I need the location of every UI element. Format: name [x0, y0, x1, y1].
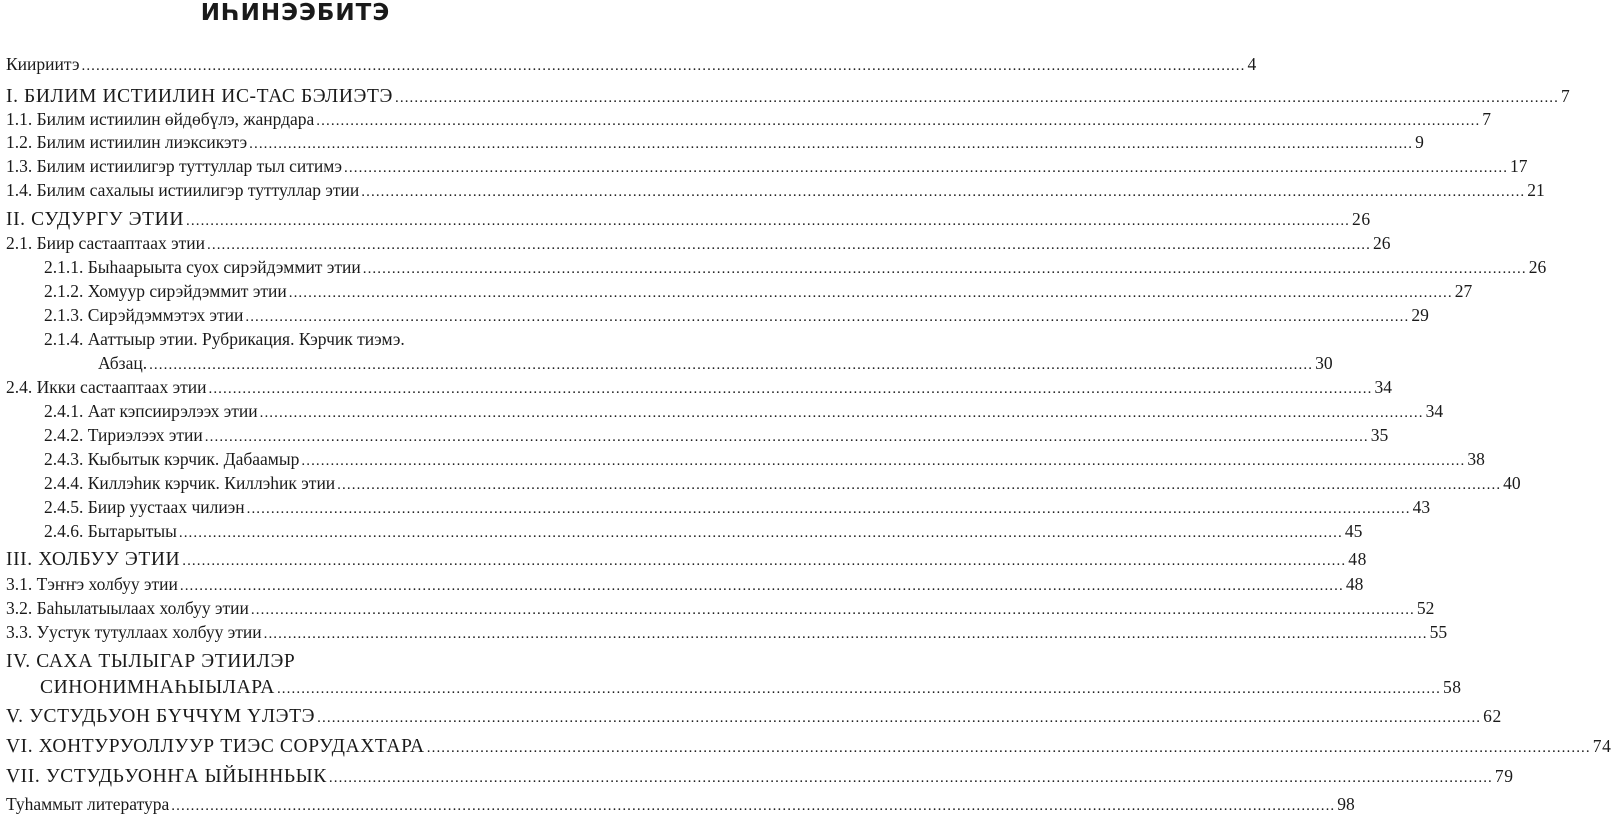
toc-entry-page: 26 — [1373, 233, 1391, 253]
dot-leader: ................................................................................................................................................................................................................................................ — [337, 477, 1502, 493]
dot-leader: ................................................................................................................................................................................................................................................ — [276, 681, 1441, 697]
toc-entry-2-4-2 — [44, 424, 1389, 446]
toc-entry-page: 26 — [1528, 257, 1547, 277]
toc-entry-label: Туһаммыт литература — [6, 794, 170, 814]
toc-entry-page: 9 — [1415, 132, 1424, 152]
toc-entry-1-3 — [6, 155, 1528, 177]
toc-entry-label: Киириитэ — [6, 54, 80, 74]
dot-leader: ................................................................................................................................................................................................................................................ — [186, 213, 1351, 229]
dot-leader: ................................................................................................................................................................................................................................................ — [246, 501, 1411, 517]
toc-entry-page: 52 — [1416, 598, 1435, 618]
toc-entry-2-1-1 — [44, 256, 1547, 278]
dot-leader: ................................................................................................................................................................................................................................................ — [259, 405, 1424, 421]
toc-entry-label: 2.4. Икки састааптаах этии — [6, 377, 207, 397]
dot-leader: ................................................................................................................................................................................................................................................ — [316, 113, 1481, 129]
toc-entry-2-4-5 — [44, 496, 1431, 518]
toc-entry-label: 3.3. Уустук тутуллаах холбуу этии — [6, 622, 262, 642]
toc-entry-page: 98 — [1337, 794, 1355, 814]
toc-entry-page: 79 — [1494, 766, 1514, 786]
toc-entry-label: 2.4.6. Бытарытыы — [44, 521, 177, 541]
toc-entry-label: 2.4.2. Тириэлээх этии — [44, 425, 203, 445]
toc-entry-chapter-1 — [6, 84, 1571, 108]
toc-entry-2-1-2 — [44, 280, 1473, 302]
toc-entry-2-4-4 — [44, 472, 1521, 494]
toc-entry-chapter-3 — [6, 547, 1367, 571]
dot-leader: ................................................................................................................................................................................................................................................ — [208, 381, 1373, 397]
dot-leader: ................................................................................................................................................................................................................................................ — [249, 136, 1414, 152]
toc-entry-page: 48 — [1348, 549, 1367, 569]
toc-entry-page: 21 — [1527, 180, 1545, 200]
toc-entry-label: 3.1. Тэҥҥэ холбуу этии — [6, 574, 178, 594]
toc-entry-2-1-4-label: 2.1.4. Ааттыыр этии. Рубрикация. Кэрчик тиэмэ. — [44, 329, 405, 349]
page-title: ИҺИНЭЭБИТЭ — [200, 0, 391, 26]
toc-entry-page: 35 — [1370, 425, 1389, 445]
toc-entry-1-1 — [6, 108, 1492, 130]
dot-leader: ................................................................................................................................................................................................................................................ — [344, 160, 1509, 176]
toc-entry-1-2 — [6, 131, 1424, 153]
toc-entry-page: 45 — [1344, 521, 1363, 541]
toc-entry-label: V. УСТУДЬУОН БҮЧЧҮМ ҮЛЭТЭ — [6, 706, 316, 727]
dot-leader: ................................................................................................................................................................................................................................................ — [328, 770, 1493, 786]
toc-entry-introduction — [6, 53, 1257, 75]
toc-entry-page: 55 — [1429, 622, 1448, 642]
toc-entry-2-1-3 — [44, 304, 1429, 326]
toc-entry-page: 62 — [1483, 706, 1502, 726]
toc-entry-chapter-5 — [6, 704, 1502, 728]
toc-entry-label: 2.4.5. Биир уустаах чилиэн — [44, 497, 245, 517]
dot-leader: ................................................................................................................................................................................................................................................ — [395, 90, 1559, 106]
toc-entry-2-4 — [6, 376, 1392, 398]
dot-leader: ................................................................................................................................................................................................................................................ — [207, 237, 1371, 253]
toc-entry-label: 2.1. Биир састааптаах этии — [6, 233, 205, 253]
toc-entry-page: 17 — [1510, 156, 1528, 176]
toc-entry-label: 2.4.1. Аат кэпсиирэлээх этии — [44, 401, 258, 421]
toc-entry-page: 58 — [1442, 677, 1462, 697]
toc-entry-label: 2.1.2. Хомуур сирэйдэммит этии — [44, 281, 287, 301]
dot-leader: ................................................................................................................................................................................................................................................ — [171, 798, 1336, 814]
toc-entry-label: 2.4.4. Киллэһик кэрчик. Киллэһик этии — [44, 473, 336, 493]
toc-entry-label: СИНОНИМНАҺЫЫЛАРА — [40, 677, 275, 698]
toc-entry-2-4-1 — [44, 400, 1444, 422]
toc-entry-label: VI. ХОНТУРУОЛЛУУР ТИЭС СОРУДАХТАРА — [6, 736, 425, 757]
toc-entry-3-1 — [6, 573, 1364, 595]
toc-entry-chapter-4-label: IV. САХА ТЫЛЫГАР ЭТИИЛЭР — [6, 651, 296, 672]
toc-entry-2-1 — [6, 232, 1391, 254]
toc-entry-chapter-6 — [6, 734, 1611, 758]
toc-entry-3-2 — [6, 597, 1435, 619]
toc-entry-page: 43 — [1412, 497, 1431, 517]
toc-entry-label: 1.2. Билим истиилин лиэксикэтэ — [6, 132, 248, 152]
toc-entry-label: Абзац. — [98, 353, 148, 373]
toc-entry-label: III. ХОЛБУУ ЭТИИ — [6, 549, 181, 570]
toc-entry-label: 1.1. Билим истиилин өйдөбүлэ, жанрдара — [6, 109, 315, 129]
toc-entry-page: 74 — [1592, 736, 1611, 756]
dot-leader: ................................................................................................................................................................................................................................................ — [182, 553, 1347, 569]
dot-leader: ................................................................................................................................................................................................................................................ — [362, 261, 1527, 277]
dot-leader: ................................................................................................................................................................................................................................................ — [288, 285, 1453, 301]
dot-leader: ................................................................................................................................................................................................................................................ — [179, 578, 1344, 594]
toc-entry-label: 1.4. Билим сахалыы истиилигэр туттуллар этии — [6, 180, 360, 200]
toc-entry-label: 3.2. Баһылатыылаах холбуу этии — [6, 598, 249, 618]
dot-leader: ................................................................................................................................................................................................................................................ — [245, 309, 1410, 325]
toc-entry-page: 38 — [1467, 449, 1485, 469]
toc-entry-bibliography — [6, 793, 1355, 815]
toc-entry-page: 26 — [1352, 209, 1371, 229]
toc-entry-3-3 — [6, 621, 1448, 643]
dot-leader: ................................................................................................................................................................................................................................................ — [301, 453, 1466, 469]
dot-leader: ................................................................................................................................................................................................................................................ — [149, 357, 1314, 373]
toc-entry-page: 40 — [1503, 473, 1521, 493]
toc-entry-page: 29 — [1411, 305, 1429, 325]
toc-entry-label: 2.4.3. Кыбытык кэрчик. Дабаамыр — [44, 449, 300, 469]
toc-entry-page: 48 — [1345, 574, 1364, 594]
toc-entry-label: 2.1.1. Быһаарыыта суох сирэйдэммит этии — [44, 257, 361, 277]
toc-entry-chapter-4 — [40, 675, 1462, 699]
toc-entry-1-4 — [6, 179, 1545, 201]
toc-entry-chapter-2 — [6, 207, 1371, 231]
dot-leader: ................................................................................................................................................................................................................................................ — [361, 184, 1526, 200]
dot-leader: ................................................................................................................................................................................................................................................ — [426, 740, 1591, 756]
toc-entry-label: I. БИЛИМ ИСТИИЛИН ИС-ТАС БЭЛИЭТЭ — [6, 86, 393, 107]
toc-entry-page: 7 — [1561, 86, 1571, 106]
dot-leader: ................................................................................................................................................................................................................................................ — [263, 626, 1428, 642]
toc-entry-page: 30 — [1315, 353, 1333, 373]
toc-entry-page: 27 — [1454, 281, 1473, 301]
dot-leader: ................................................................................................................................................................................................................................................ — [250, 602, 1415, 618]
toc-entry-page: 7 — [1482, 109, 1492, 129]
toc-entry-label: II. СУДУРГУ ЭТИИ — [6, 209, 185, 230]
toc-entry-label: 1.3. Билим истиилигэр туттуллар тыл ситимэ — [6, 156, 343, 176]
toc-entry-page: 34 — [1425, 401, 1444, 421]
toc-entry-2-4-3 — [44, 448, 1485, 470]
toc-entry-2-1-4 — [98, 352, 1333, 374]
toc-entry-page: 4 — [1247, 54, 1257, 74]
dot-leader: ................................................................................................................................................................................................................................................ — [204, 429, 1369, 445]
dot-leader: ................................................................................................................................................................................................................................................ — [81, 58, 1246, 74]
toc-entry-chapter-7 — [6, 764, 1514, 788]
toc-entry-2-4-6 — [44, 520, 1363, 542]
toc-entry-label: VII. УСТУДЬУОНҤА ЫЙЫННЬЫК — [6, 766, 327, 787]
toc-entry-page: 34 — [1374, 377, 1392, 397]
toc-entry-label: 2.1.3. Сирэйдэммэтэх этии — [44, 305, 244, 325]
dot-leader: ................................................................................................................................................................................................................................................ — [317, 710, 1482, 726]
dot-leader: ................................................................................................................................................................................................................................................ — [178, 525, 1343, 541]
